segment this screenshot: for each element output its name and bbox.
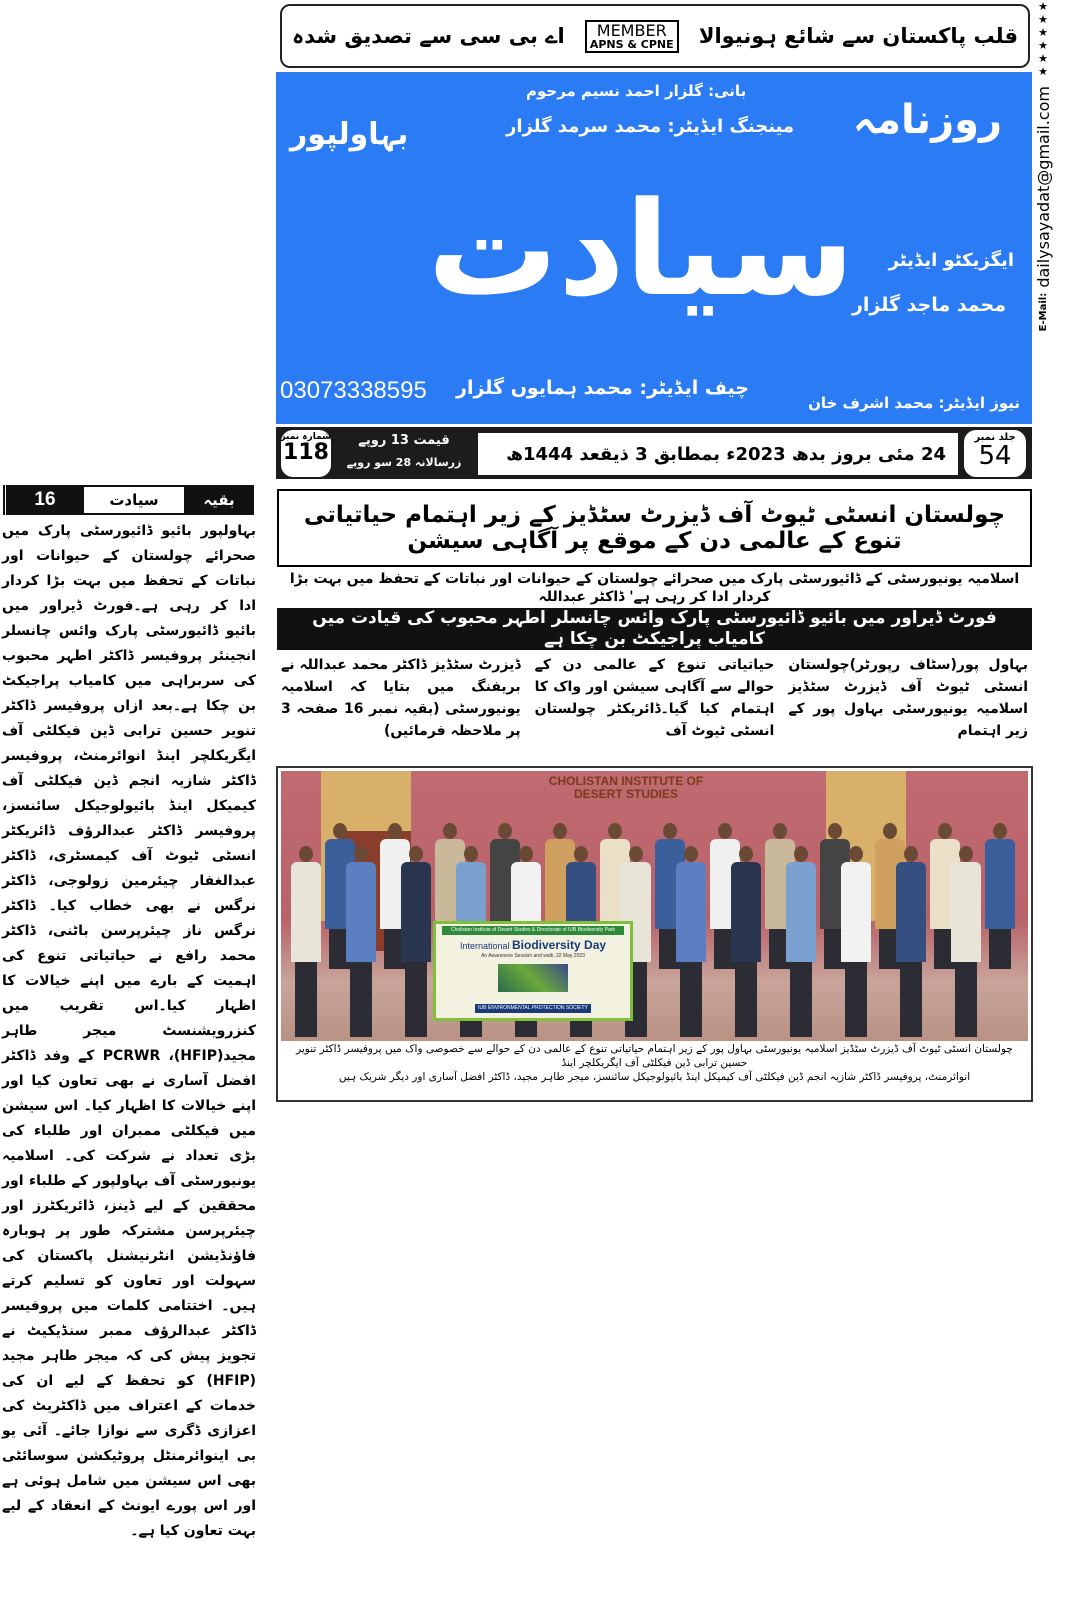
continuation-text — [2, 519, 256, 1544]
continuation-line: کیا۔اس تقریب میں کنزرویشنسٹ میجر طاہر — [2, 998, 256, 1039]
continuation-line: انجینئر پروفیسر ڈاکٹر اطہر محبوب کی سربراہی — [2, 648, 256, 689]
continuation-page-number: 16 — [34, 489, 56, 510]
person-figure — [399, 846, 433, 1041]
article-subheadline: اسلامیہ یونیورسٹی کے ڈائیورسٹی پارک میں صحرائے چولستان کے حیوانات اور نباتات کے تحفظ میں بہت بڑا کردار ادا کر رہی ہے' ڈاکٹر عبداللہ — [289, 571, 1020, 605]
headline-text: چولستان انسٹی ٹیوٹ آف ڈیزرٹ سٹڈیز کے زیر اہتمام حیاتیاتی تنوع کے عالمی دن کے موقع پر آگاہی سیشن — [303, 501, 1006, 554]
continuation-line: سوسائٹی بھی اس سیشن میں شامل ہوئی ہے اور — [2, 1448, 256, 1514]
banner-top-text: Cholistan Institute of Desert Studies & Directorate of IUB Biodiversity Park — [442, 926, 624, 935]
article-line: گیا۔ڈائریکٹر چولستان انسٹی ٹیوٹ آف — [534, 701, 775, 739]
article-body-columns — [277, 654, 1032, 742]
banner-footer: IUB ENVIRONMENTAL PROTECTION SOCIETY — [475, 1004, 591, 1013]
continuation-line: لیے ان کی خدمات کے اعتراف میں — [2, 1373, 256, 1414]
price-box — [334, 430, 474, 474]
continuation-line: بہاولپور بائیو ڈائیورسٹی پارک میں صحرائے — [2, 523, 256, 564]
roznama-label: روزنامہ — [852, 97, 1002, 143]
volume-label: جلد نمبر — [974, 432, 1016, 443]
article-column — [535, 654, 775, 742]
email-label: E-Mail: — [1037, 292, 1049, 332]
continuation-line: شازیہ انجم ڈین فیکلٹی آف کیمیکل اینڈ — [2, 773, 256, 814]
banner-collage — [498, 964, 568, 992]
biodiversity-day-banner — [433, 921, 633, 1021]
photo-caption — [282, 1042, 1027, 1084]
masthead — [276, 72, 1032, 424]
person-figure — [983, 823, 1017, 973]
executive-editor-name: محمد ماجد گلزار — [851, 294, 1006, 316]
price-text: قیمت 13 روپے — [358, 433, 450, 448]
article-line: ٹیوٹ آف ڈیزرٹ سٹڈیز اسلامیہ — [788, 679, 1028, 717]
continuation-line: اس پورے ایونٹ کے انعقاد کے لیے بہت — [2, 1498, 256, 1539]
founder-credit: بانی: گلزار احمد نسیم مرحوم — [526, 82, 747, 100]
person-figure — [839, 846, 873, 1041]
managing-editor-credit: مینجنگ ایڈیٹر: محمد سرمد گلزار — [506, 116, 795, 137]
caption-line: انوائرمنٹ، پروفیسر ڈاکٹر شازیہ انجم ڈین فیکلٹی آف کیمیکل اینڈ بائیولوجیکل سائنسز، میجر طاہر مجید، ڈاکٹر افضل آساری اور دیگر شریک ہیں — [338, 1071, 971, 1083]
member-orgs: APNS & CPNE — [589, 37, 674, 51]
photo-frame — [276, 766, 1033, 1102]
continuation-line: جائے۔ آئی یو بی اینوائرمنٹل پروٹیکشن — [2, 1423, 257, 1464]
continuation-line: کرتے ہیں۔ اختتامی کلمات میں پروفیسر — [2, 1273, 256, 1314]
person-figure — [729, 846, 763, 1041]
continuation-line: بائیولوجیکل سائنسز، پروفیسر ڈاکٹر عبدالرؤف — [2, 798, 256, 839]
article-line: حیاتیاتی تنوع کے عالمی دن کے حوالے — [534, 657, 775, 695]
date-line — [478, 433, 958, 475]
continuation-line: افضل آساری نے بھی تعاون کیا اور اپنے — [2, 1073, 257, 1114]
continuation-line: مجید(HFIP)، PCRWR کے وفد ڈاکٹر — [2, 1048, 256, 1064]
phone-number: 03073338595 — [280, 377, 427, 404]
person-figure — [894, 846, 928, 1041]
continuation-line: چیئرپرسن مشترکہ طور پر ہوبارہ فاؤنڈیشن — [2, 1223, 256, 1264]
article-line: بہاول پور(سٹاف رپورٹر)چولستان انسٹی — [788, 657, 1028, 695]
building-sign: CHOLISTAN INSTITUTE OF DESERT STUDIES — [548, 774, 704, 801]
banner-title-1: International — [459, 941, 510, 951]
article-column — [788, 654, 1028, 742]
continuation-line: تعاون کیا ہے۔ — [130, 1523, 223, 1539]
tagline-strip — [280, 4, 1030, 68]
annual-subscription: زرسالانہ 28 سو روپے — [346, 456, 462, 469]
continuation-line: ڈیراور میں بائیو ڈائیورسٹی پارک وائس چانسلر — [2, 598, 256, 639]
continuation-line: ممبران اور طلباء کی بڑی تعداد نے شرکت کی۔ — [2, 1123, 257, 1164]
issue-date: 24 مئی بروز بدھ 2023ء بمطابق 3 ذیقعد 1444ھ — [506, 443, 946, 465]
volume-box — [964, 430, 1026, 477]
issue-number-box — [281, 430, 331, 477]
person-figure — [784, 846, 818, 1041]
continuation-line: کی کہ میجر طاہر مجید (HFIP) کو تحفظ کے — [2, 1348, 256, 1389]
continuation-line: آف ایگریکلچر اینڈ انوائرمنٹ، پروفیسر ڈاکٹر — [2, 723, 257, 789]
tagline-text: قلب پاکستان سے شائع ہونیوالا — [698, 24, 1018, 48]
issue-label: شمارہ نمبر — [280, 432, 331, 442]
continuation-line: ڈاکٹر عبدالرؤف ممبر سنڈیکیٹ نے تجویز پیش — [2, 1323, 257, 1364]
article-line: ڈیزرٹ سٹڈیز ڈاکٹر محمد عبداللہ نے — [280, 657, 521, 673]
city-name: بہاولپور — [290, 117, 409, 152]
article-highlight-bar: فورٹ ڈیراور میں بائیو ڈائیورسٹی پارک وائس چانسلر اطہر محبوب کی قیادت میں کامیاب پراجیکٹ بن چکا ہے — [277, 608, 1032, 650]
issue-number: 118 — [283, 440, 329, 465]
person-figure — [949, 846, 983, 1041]
continuation-line: ڈائریکٹر انسٹی ٹیوٹ آف کیمسٹری، ڈاکٹر — [2, 823, 256, 864]
stars-icon: ★★★★★★ — [1036, 0, 1050, 78]
continuation-line: اہمیت کے بارے میں اپنے خیالات کا اظہار — [2, 973, 256, 1014]
person-figure — [344, 846, 378, 1041]
side-email-strip — [1034, 0, 1052, 820]
continuation-line: بھی خطاب کیا۔ ڈاکٹر نرگس ناز چیئرپرسن — [2, 898, 257, 939]
continuation-line: عبدالغفار چیئرمین زولوجی، ڈاکٹر نرگس نے — [2, 873, 256, 914]
continuation-header — [2, 485, 254, 515]
banner-subtitle: An Awareness Session and walk, 22 May 2023 — [481, 953, 585, 959]
caption-line: چولستان انسٹی ٹیوٹ آف ڈیزرٹ سٹڈیز اسلامیہ یونیورسٹی بہاول پور کے زیر اہتمام حیاتیاتی تنوع کے عالمی دن کے حوالے سے خصوصی واک میں پروفیسر ڈاکٹر تنویر حسین ترابی ڈین فیکلٹی آف ایگریکلچر اینڈ — [296, 1043, 1013, 1069]
continuation-line: باٹنی، ڈاکٹر محمد رافع نے حیاتیاتی تنوع کی — [2, 923, 256, 964]
continuation-line: چولستان کے حیوانات اور نباتات کے تحفظ — [2, 548, 256, 589]
email-value: dailysayadat@gmail.com — [1033, 86, 1053, 288]
event-group-photo — [281, 771, 1028, 1041]
person-figure — [674, 846, 708, 1041]
article-line: (بقیہ نمبر 16 صفحہ 3 پر ملاحظہ فرمائیں) — [280, 701, 521, 739]
executive-editor-label: ایگزیکٹو ایڈیٹر — [888, 250, 1014, 271]
continuation-paper-name: سیادت — [84, 487, 184, 513]
continuation-line: محققین کے لیے ڈینز، ڈائریکٹرز اور — [2, 1198, 256, 1214]
article-line: سے آگاہی سیشن اور واک کا اہتمام کیا — [534, 679, 775, 717]
continuation-line: انٹرنیشنل پاکستان کی سہولت اور تعاون کو تسلیم — [2, 1248, 257, 1289]
article-column — [281, 654, 521, 742]
continuation-line: میں کامیاب پراجیکٹ بن چکا ہے۔بعد — [2, 673, 257, 714]
article-line: یونیورسٹی بہاول پور کے زیر اہتمام — [788, 701, 1028, 739]
apns-cpne-member-badge — [585, 20, 679, 53]
chief-editor-credit: چیف ایڈیٹر: محمد ہمایوں گلزار — [456, 377, 749, 399]
news-editor-credit: نیوز ایڈیٹر: محمد اشرف خان — [808, 394, 1020, 412]
article-headline — [277, 489, 1032, 567]
continuation-line: خیالات کا اظہار کیا۔ اس سیشن میں فیکلٹی — [2, 1098, 257, 1139]
issue-info-bar — [276, 427, 1032, 479]
volume-number: 54 — [978, 441, 1012, 471]
continuation-line: اسلامیہ یونیورسٹی آف بہاولپور کے طلباء اور — [2, 1148, 256, 1189]
abc-certified-text: اے بی سی سے تصدیق شدہ — [292, 24, 565, 48]
email-address — [1034, 86, 1053, 331]
banner-title-2: Biodiversity Day — [512, 938, 607, 952]
continuation-line: ازاں پروفیسر ڈاکٹر تنویر حسین ترابی ڈین فیکلٹی — [2, 698, 256, 739]
continuation-line: میں بہت بڑا کردار ادا کر رہی ہے۔فورٹ — [2, 573, 256, 614]
newspaper-logo: سیادت — [427, 173, 855, 325]
person-figure — [289, 846, 323, 1041]
article-line: بریفنگ میں بتایا کہ اسلامیہ یونیورسٹی — [280, 679, 521, 717]
continuation-label: بقیہ — [203, 491, 235, 509]
continuation-line: ڈاکٹریٹ کی اعزازی ڈگری سے نوازا — [2, 1398, 256, 1439]
member-label: MEMBER — [596, 20, 667, 40]
